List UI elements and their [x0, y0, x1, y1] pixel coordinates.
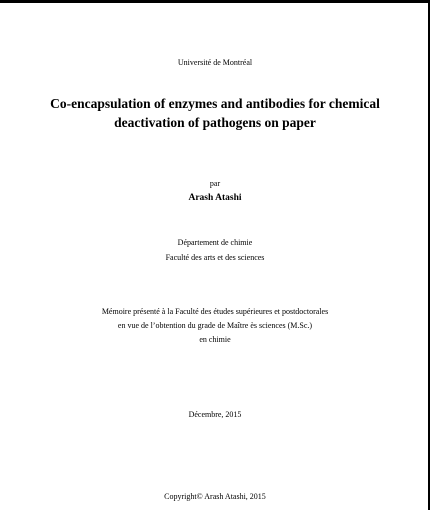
submission-line-2: en vue de l’obtention du grade de Maître ès sciences (M.Sc.) — [117, 321, 313, 330]
submission-line-3: en chimie — [199, 335, 231, 344]
author-name: Arash Atashi — [188, 193, 242, 203]
copyright-notice: Copyright© Arash Atashi, 2015 — [164, 492, 266, 501]
thesis-title-line-1: Co-encapsulation of enzymes and antibodies for chemical — [50, 96, 380, 111]
by-label: par — [209, 179, 221, 188]
department-line: Département de chimie — [177, 238, 253, 247]
submission-line-1: Mémoire présenté à la Faculté des études supérieures et postdoctorales — [101, 307, 329, 316]
university-name: Université de Montréal — [177, 58, 253, 67]
page-top-border — [0, 0, 430, 3]
submission-date: Décembre, 2015 — [188, 410, 242, 419]
thesis-title-line-2: deactivation of pathogens on paper — [114, 115, 316, 130]
faculty-line: Faculté des arts et des sciences — [165, 253, 265, 262]
